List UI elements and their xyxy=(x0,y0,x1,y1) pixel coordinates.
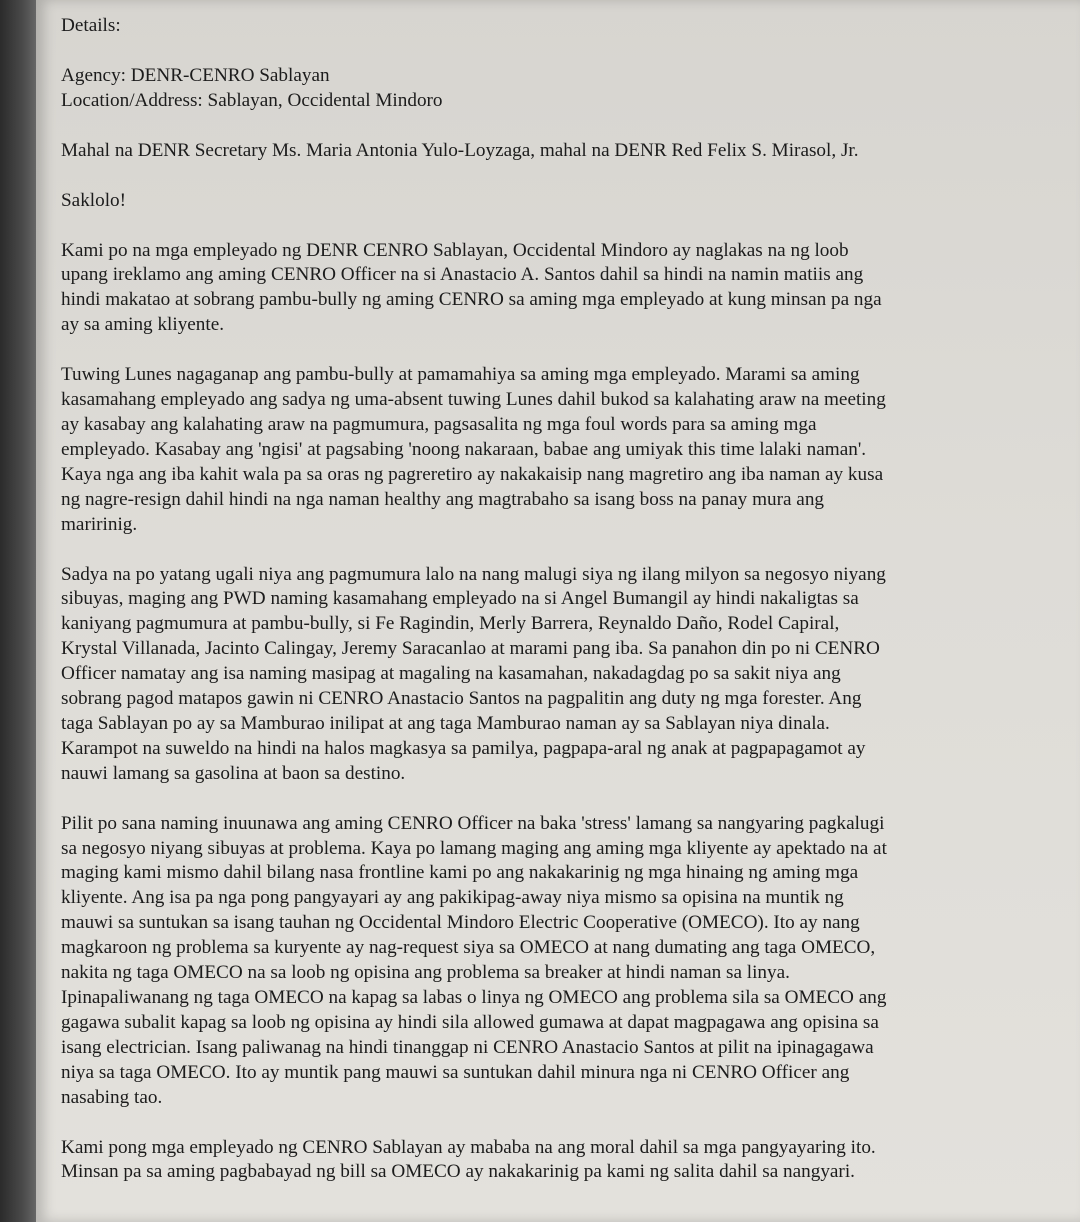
paragraph-line: Karampot na suweldo na hindi na halos magkasya sa pamilya, pagpapa-aral ng anak at pagpapagamot ay xyxy=(61,737,866,759)
paragraph-line: ng nagre-resign dahil hindi na nga naman healthy ang magtrabaho sa isang boss na panay mura ang xyxy=(61,488,825,510)
paragraph-line: empleyado. Kasabay ang 'ngisi' at pagsabing 'noong nakaraan, babae ang umiyak this time lalaki naman'. xyxy=(61,438,867,460)
paragraph-line: Sadya na po yatang ugali niya ang pagmumura lalo na nang malugi siya ng ilang milyon sa negosyo niyang xyxy=(61,563,886,585)
location-line: Location/Address: Sablayan, Occidental Mindoro xyxy=(61,89,443,111)
details-heading: Details: xyxy=(61,15,121,36)
paragraph-line: Officer namatay ang isa naming masipag at magaling na kasamahan, nakadagdag po sa sakit niya ang xyxy=(61,663,841,685)
paragraph-line: taga Sablayan po ay sa Mamburao inilipat at ang taga Mamburao naman ay sa Sablayan niya dinala. xyxy=(61,712,830,734)
paragraph-line: ay kasabay ang kalahating araw na pagmumura, pagsasalita ng mga foul words para sa aming mga xyxy=(61,413,817,435)
paragraph-line: kaniyang pagmumura at pambu-bully, si Fe Ragindin, Merly Barrera, Reynaldo Daño, Rodel Capiral, xyxy=(61,613,840,635)
meta-block xyxy=(61,64,1016,114)
document-body xyxy=(61,14,1016,1210)
paragraph-line: nakita ng taga OMECO na sa loob ng opisina ang problema sa breaker at hindi naman sa linya. xyxy=(61,962,790,984)
paragraph-line: ay sa aming kliyente. xyxy=(61,314,225,336)
paragraph xyxy=(61,363,1016,537)
paragraph xyxy=(61,563,1016,787)
page-edge-shadow xyxy=(0,0,38,1222)
exclamation: Saklolo! xyxy=(61,189,127,211)
paragraph-line: upang ireklamo ang aming CENRO Officer na si Anastacio A. Santos dahil sa hindi na namin matiis ang xyxy=(61,264,864,286)
paragraph-line: sibuyas, maging ang PWD naming kasamahang empleyado na si Angel Bumangil ay hindi nakaligtas sa xyxy=(61,588,859,610)
paragraph-line: Pilit po sana naming inuunawa ang aming CENRO Officer na baka 'stress' lamang sa nangyaring pagkalugi xyxy=(61,812,885,834)
paragraph-line: kasamahang empleyado ang sadya ng uma-absent tuwing Lunes dahil bukod sa kalahating araw na meeting xyxy=(61,389,886,411)
salutation: Mahal na DENR Secretary Ms. Maria Antonia Yulo-Loyzaga, mahal na DENR Red Felix S. Mirasol, Jr. xyxy=(61,139,859,161)
paragraph-line: maging kami mismo dahil bilang nasa frontline kami po ang nakakarinig ng mga hinaing ng aming mga xyxy=(61,862,859,884)
paragraph-line: Tuwing Lunes nagaganap ang pambu-bully at pamamahiya sa aming mga empleyado. Marami sa aming xyxy=(61,364,860,386)
paragraph xyxy=(61,812,1016,1111)
paragraph-line: isang electrician. Isang paliwanag na hindi tinanggap ni CENRO Anastacio Santos at pilit na ipinagagawa xyxy=(61,1036,874,1058)
paragraph-line: Kami po na mga empleyado ng DENR CENRO Sablayan, Occidental Mindoro ay naglakas na ng loob xyxy=(61,239,849,261)
paragraph-line: gagawa subalit kapag sa loob ng opisina ay hindi sila allowed gumawa at dapat magpagawa ang opisina sa xyxy=(61,1011,879,1033)
paragraph-line: mauwi sa suntukan sa isang tauhan ng Occidental Mindoro Electric Cooperative (OMECO). Ito ay nang xyxy=(61,912,860,934)
agency-line: Agency: DENR-CENRO Sablayan xyxy=(61,64,330,86)
paragraph-line: sobrang pagod matapos gawin ni CENRO Anastacio Santos na pagpalitin ang duty ng mga forester. Ang xyxy=(61,688,862,710)
paragraph-line: nasabing tao. xyxy=(61,1086,163,1108)
paragraph xyxy=(61,1136,1016,1186)
paragraph-line: sa negosyo niyang sibuyas at problema. Kaya po lamang maging ang aming mga kliyente ay apektado na at xyxy=(61,837,887,859)
paragraph-line: niya sa taga OMECO. Ito ay muntik pang mauwi sa suntukan dahil minura nga ni CENRO Officer ang xyxy=(61,1061,850,1083)
paragraph xyxy=(61,239,1016,339)
paragraph-line: hindi makatao at sobrang pambu-bully ng aming CENRO sa aming mga empleyado at kung minsan pa nga xyxy=(61,289,882,311)
paragraph-line: Ipinapaliwanang ng taga OMECO na kapag sa labas o linya ng OMECO ang problema sila sa OMECO ang xyxy=(61,987,887,1008)
paragraph-line: Kaya nga ang iba kahit wala pa sa oras ng pagreretiro ay nakakaisip nang magretiro ang iba naman ay kusa xyxy=(61,463,884,485)
paragraph-line: nauwi lamang sa gasolina at baon sa destino. xyxy=(61,762,406,784)
paragraph-line: maririnig. xyxy=(61,513,138,535)
paragraph-line: kliyente. Ang isa pa nga pong pangyayari ay ang pakikipag-away niya mismo sa opisina na muntik ng xyxy=(61,887,844,909)
paragraph-line: Krystal Villanada, Jacinto Calingay, Jeremy Saracanlao at marami pang iba. Sa panahon din po ni CENRO xyxy=(61,638,880,660)
paragraph-line: Minsan pa sa aming pagbabayad ng bill sa OMECO ay nakakarinig pa kami ng salita dahil sa nangyari. xyxy=(61,1161,855,1183)
paragraph-line: Kami pong mga empleyado ng CENRO Sablayan ay mababa na ang moral dahil sa mga pangyayaring ito. xyxy=(61,1136,876,1158)
paragraph-line: magkaroon ng problema sa kuryente ay nag-request siya sa OMECO at nang dumating ang taga OMECO, xyxy=(61,937,876,959)
